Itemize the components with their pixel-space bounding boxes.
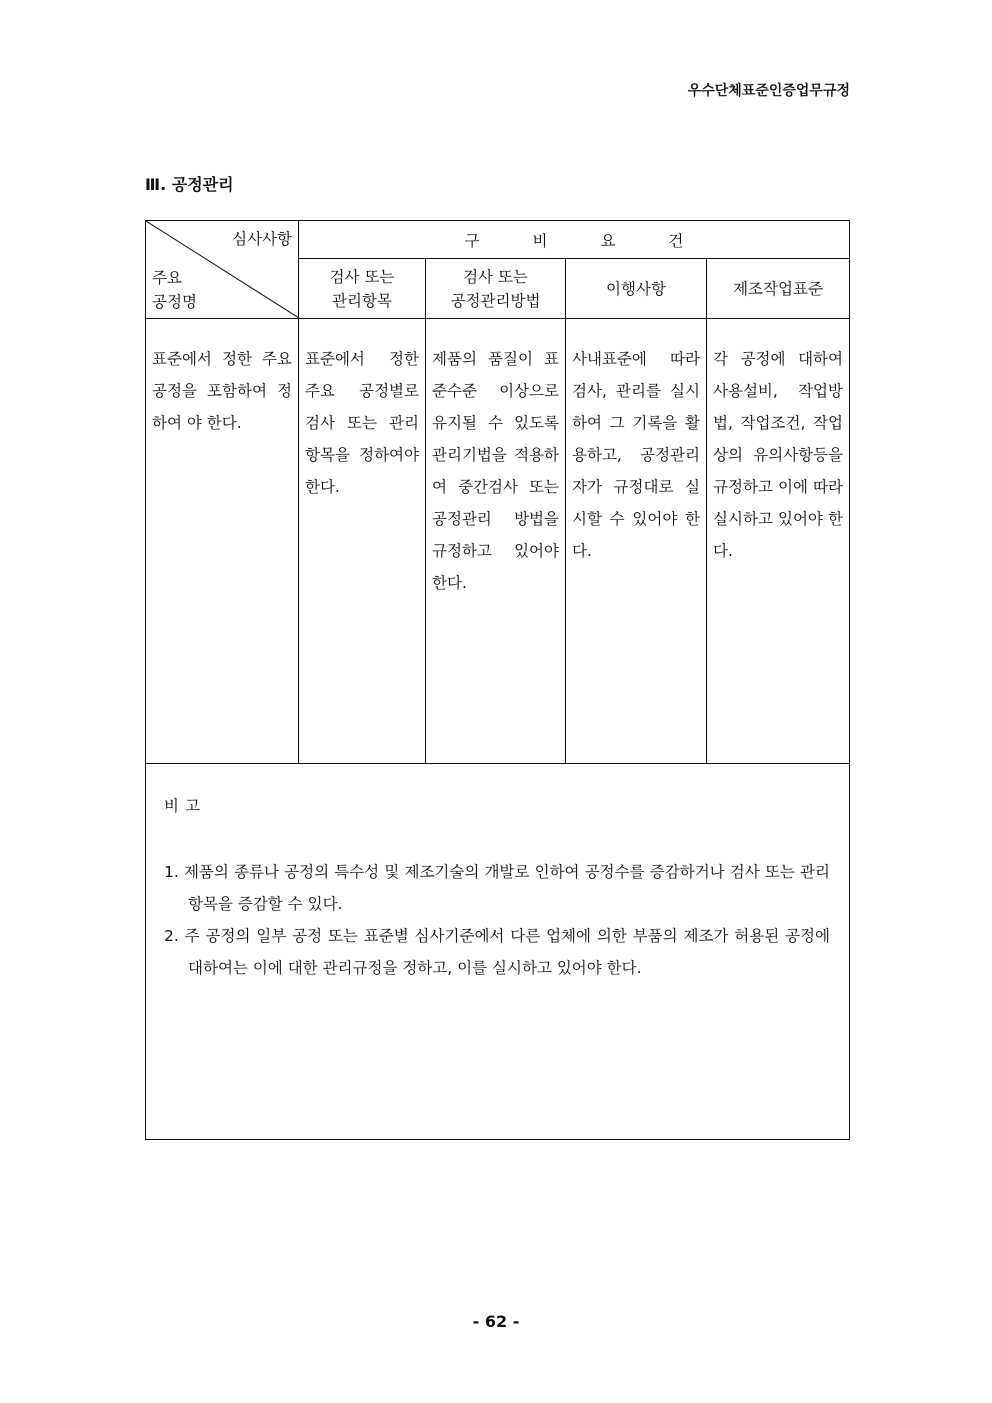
cell-implementation: 사내표준에 따라 검사, 관리를 실시하여 그 기록을 활용하고, 공정관리자가 규정대로 실시할 수 있어야 한다. bbox=[566, 319, 707, 764]
process-management-table bbox=[145, 220, 850, 1140]
cell-inspection-item: 표준에서 정한 주요 공정별로 검사 또는 관리항목을 정하여야 한다. bbox=[299, 319, 426, 764]
diag-bottom-line1: 주요 bbox=[152, 269, 182, 287]
cell-process-name: 표준에서 정한 주요공정을 포함하여 정하여 야 한다. bbox=[146, 319, 299, 764]
remarks-item: 1. 제품의 종류나 공정의 특수성 및 제조기술의 개발로 인하여 공정수를 증감하거나 검사 또는 관리항목을 증감할 수 있다. bbox=[164, 863, 830, 913]
diag-top-label: 심사사항 bbox=[232, 230, 292, 248]
page-number: - 62 - bbox=[472, 1312, 520, 1331]
diag-bottom-line2: 공정명 bbox=[152, 293, 197, 311]
diagonal-header-cell bbox=[146, 221, 299, 319]
cell-work-standard: 각 공정에 대하여 사용설비, 작업방법, 작업조건, 작업상의 유의사항등을 규정하고 이에 따라 실시하고 있어야 한다. bbox=[707, 319, 850, 764]
col-inspection-item-line2: 관리항목 bbox=[332, 291, 392, 310]
document-header: 우수단체표준인증업무규정 bbox=[687, 83, 850, 99]
section-title: Ⅲ. 공정관리 bbox=[145, 175, 234, 194]
cell-inspection-method: 제품의 품질이 표준수준 이상으로 유지될 수 있도록 관리기법을 적용하여 중간검사 또는 공정관리 방법을 규정하고 있어야 한다. bbox=[426, 319, 566, 764]
requirements-header bbox=[299, 221, 850, 259]
col-implementation: 이행사항 bbox=[566, 259, 707, 319]
col-work-standard: 제조작업표준 bbox=[707, 259, 850, 319]
requirements-header-label: 구 비 요 건 bbox=[464, 231, 684, 250]
remarks-item: 2. 주 공정의 일부 공정 또는 표준별 심사기준에서 다른 업체에 의한 부품의 제조가 허용된 공정에 대하여는 이에 대한 관리규정을 정하고, 이를 실시하고 있어야 한다. bbox=[164, 927, 830, 977]
remarks-cell bbox=[146, 764, 850, 1140]
col-inspection-item bbox=[299, 259, 426, 319]
col-inspection-item-line1: 검사 또는 bbox=[329, 267, 395, 286]
remarks-title: 비고 bbox=[164, 797, 206, 815]
col-inspection-method-line1: 검사 또는 bbox=[463, 267, 528, 286]
col-inspection-method-line2: 공정관리방법 bbox=[450, 291, 541, 310]
diag-bottom-label bbox=[152, 266, 197, 314]
remarks-list bbox=[164, 856, 830, 984]
col-inspection-method bbox=[426, 259, 566, 319]
